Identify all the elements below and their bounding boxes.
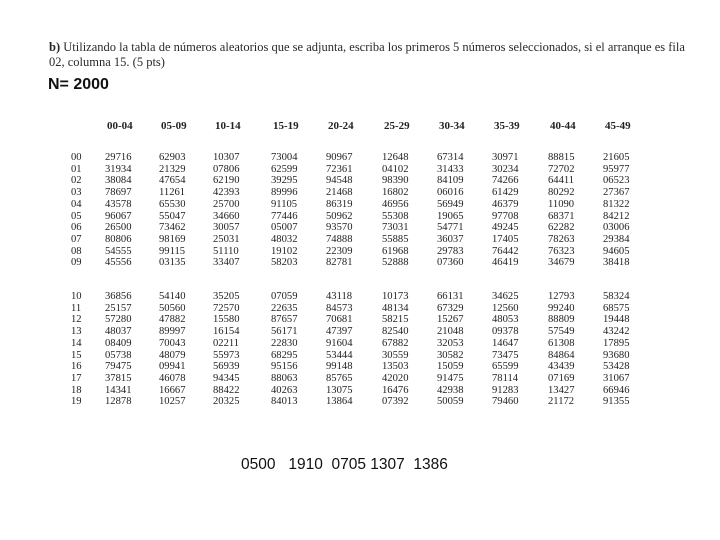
table-cell: 38418 [603,257,630,269]
table-cell: 48079 [159,349,186,361]
row-label: 06 [71,222,82,234]
table-cell: 76323 [548,245,575,257]
table-cell: 38084 [105,175,132,187]
table-cell: 30971 [492,152,519,163]
table-cell: 13503 [382,361,409,373]
table-cell: 29783 [437,245,464,257]
table-cell: 42938 [437,384,464,396]
column-header: 15-19 [273,120,299,132]
table-cell: 98390 [382,175,409,187]
column-header: 30-34 [439,120,465,132]
question-body: Utilizando la tabla de números aleatorios que se adjunta, escriba los primeros 5 números seleccionados, si el arranque es fila 02, columna 15. (5 pts) [49,40,685,69]
table-cell: 31067 [603,372,630,384]
table-cell: 65599 [492,361,519,373]
table-cell: 66131 [437,291,464,302]
table-cell: 65530 [159,198,186,210]
table-cell: 54140 [159,291,186,302]
table-cell: 50059 [437,396,464,408]
table-cell: 56171 [271,326,298,338]
table-cell: 57280 [105,314,132,326]
table-cell: 46379 [492,198,519,210]
row-label: 05 [71,210,82,222]
table-cell: 54771 [437,222,464,234]
table-cell: 51110 [213,245,239,257]
column-header: 40-44 [550,120,576,132]
table-cell: 72570 [213,302,240,314]
table-cell: 16667 [159,384,186,396]
table-cell: 12560 [492,302,519,314]
table-cell: 95977 [603,163,630,175]
table-cell: 34625 [492,291,519,302]
column-header: 35-39 [494,120,520,132]
row-label: 11 [71,302,82,314]
table-cell: 33407 [213,257,240,269]
table-cell: 30559 [382,349,409,361]
table-cell: 43118 [326,291,353,302]
table-cell: 72702 [548,163,575,175]
table-cell: 29384 [603,233,630,245]
table-cell: 13427 [548,384,575,396]
row-label: 09 [71,257,82,269]
table-cell: 14647 [492,337,519,349]
table-cell: 87657 [271,314,298,326]
table-cell: 37815 [105,372,132,384]
table-cell: 61308 [548,337,575,349]
table-cell: 68295 [271,349,298,361]
table-cell: 14341 [105,384,132,396]
table-cell: 99115 [159,245,186,257]
table-cell: 90967 [326,152,353,163]
table-cell: 47397 [326,326,353,338]
table-cell: 11261 [159,187,186,199]
row-label: 12 [71,314,82,326]
table-cell: 42020 [382,372,409,384]
row-label: 10 [71,291,82,302]
table-cell: 67882 [382,337,409,349]
table-cell: 09941 [159,361,186,373]
table-cell: 36856 [105,291,132,302]
table-cell: 96067 [105,210,132,222]
table-cell: 53444 [326,349,353,361]
table-cell: 12648 [382,152,409,163]
table-cell: 10307 [213,152,240,163]
column-header: 20-24 [328,120,354,132]
table-cell: 48053 [492,314,519,326]
table-cell: 35205 [213,291,240,302]
table-cell: 32053 [437,337,464,349]
table-cell: 56949 [437,198,464,210]
table-cell: 16154 [213,326,240,338]
row-label: 00 [71,152,82,163]
table-cell: 91604 [326,337,353,349]
table-cell: 82540 [382,326,409,338]
table-cell: 02211 [213,337,240,349]
table-cell: 46078 [159,372,186,384]
table-cell: 43439 [548,361,575,373]
table-cell: 80292 [548,187,575,199]
table-cell: 55973 [213,349,240,361]
table-cell: 15580 [213,314,240,326]
table-cell: 21605 [603,152,630,163]
table-cell: 27367 [603,187,630,199]
table-cell: 15059 [437,361,464,373]
table-cell: 62599 [271,163,298,175]
row-label: 14 [71,337,82,349]
table-cell: 78697 [105,187,132,199]
row-label: 08 [71,245,82,257]
table-cell: 20325 [213,396,240,408]
table-cell: 62903 [159,152,186,163]
table-cell: 88063 [271,372,298,384]
table-cell: 55308 [382,210,409,222]
table-cell: 55885 [382,233,409,245]
table-cell: 13864 [326,396,353,408]
table-cell: 45556 [105,257,132,269]
table-cell: 05007 [271,222,298,234]
table-cell: 47654 [159,175,186,187]
table-cell: 43242 [603,326,630,338]
column-header: 25-29 [384,120,410,132]
table-cell: 77446 [271,210,298,222]
table-cell: 48037 [105,326,132,338]
table-cell: 04102 [382,163,409,175]
table-cell: 94345 [213,372,240,384]
row-label: 02 [71,175,82,187]
table-cell: 46419 [492,257,519,269]
table-cell: 07806 [213,163,240,175]
table-cell: 07059 [271,291,298,302]
table-cell: 49245 [492,222,519,234]
table-cell: 93570 [326,222,353,234]
table-cell: 88422 [213,384,240,396]
table-cell: 93680 [603,349,630,361]
table-cell: 17895 [603,337,630,349]
table-cell: 61429 [492,187,519,199]
table-cell: 72361 [326,163,353,175]
answer-text: 0500 1910 0705 1307 1386 [241,456,448,473]
table-cell: 53428 [603,361,630,373]
table-cell: 97708 [492,210,519,222]
table-cell: 48134 [382,302,409,314]
table-cell: 31934 [105,163,132,175]
table-cell: 26500 [105,222,132,234]
table-cell: 13075 [326,384,353,396]
column-header: 10-14 [215,120,241,132]
table-cell: 09378 [492,326,519,338]
table-cell: 84013 [271,396,298,408]
table-cell: 43578 [105,198,132,210]
table-cell: 58324 [603,291,630,302]
table-cell: 78263 [548,233,575,245]
table-cell: 67314 [437,152,464,163]
table-cell: 50962 [326,210,353,222]
table-cell: 57549 [548,326,575,338]
row-label: 03 [71,187,82,199]
row-label: 16 [71,361,82,373]
table-cell: 40263 [271,384,298,396]
table-cell: 78114 [492,372,519,384]
table-cell: 06016 [437,187,464,199]
table-cell: 34660 [213,210,240,222]
table-cell: 31433 [437,163,464,175]
table-cell: 56939 [213,361,240,373]
row-label: 17 [71,372,82,384]
table-cell: 70043 [159,337,186,349]
table-cell: 88809 [548,314,575,326]
table-cell: 99240 [548,302,575,314]
table-cell: 84573 [326,302,353,314]
table-cell: 22830 [271,337,298,349]
table-cell: 21172 [548,396,575,408]
table-cell: 58215 [382,314,409,326]
column-header: 00-04 [107,120,133,132]
table-cell: 52888 [382,257,409,269]
table-cell: 79475 [105,361,132,373]
table-cell: 46956 [382,198,409,210]
table-cell: 73462 [159,222,186,234]
table-cell: 84212 [603,210,630,222]
table-cell: 19102 [271,245,298,257]
table-cell: 82781 [326,257,353,269]
table-cell: 06523 [603,175,630,187]
table-cell: 62190 [213,175,240,187]
table-cell: 80806 [105,233,132,245]
column-header: 05-09 [161,120,187,132]
table-cell: 91283 [492,384,519,396]
table-cell: 07169 [548,372,575,384]
table-cell: 95156 [271,361,298,373]
table-cell: 73004 [271,152,298,163]
table-cell: 79460 [492,396,519,408]
table-cell: 10173 [382,291,409,302]
table-cell: 10257 [159,396,186,408]
table-cell: 30234 [492,163,519,175]
table-cell: 12878 [105,396,132,408]
table-cell: 48032 [271,233,298,245]
table-cell: 16802 [382,187,409,199]
table-cell: 07392 [382,396,409,408]
row-label: 18 [71,384,82,396]
table-cell: 67329 [437,302,464,314]
table-cell: 08409 [105,337,132,349]
table-cell: 03135 [159,257,186,269]
question-text [49,40,689,70]
row-label: 13 [71,326,82,338]
table-cell: 47882 [159,314,186,326]
table-cell: 39295 [271,175,298,187]
table-cell: 94605 [603,245,630,257]
column-header: 45-49 [605,120,631,132]
population-label: N= 2000 [48,76,109,93]
table-cell: 66946 [603,384,630,396]
table-cell: 89996 [271,187,298,199]
row-label: 19 [71,396,82,408]
table-cell: 21468 [326,187,353,199]
table-cell: 11090 [548,198,575,210]
table-cell: 98169 [159,233,186,245]
row-label: 01 [71,163,82,175]
row-label: 07 [71,233,82,245]
table-cell: 74888 [326,233,353,245]
table-cell: 21048 [437,326,464,338]
table-cell: 22635 [271,302,298,314]
table-cell: 84109 [437,175,464,187]
table-cell: 21329 [159,163,186,175]
table-cell: 19448 [603,314,630,326]
table-cell: 68575 [603,302,630,314]
table-cell: 30057 [213,222,240,234]
table-cell: 54555 [105,245,132,257]
table-cell: 42393 [213,187,240,199]
table-cell: 73475 [492,349,519,361]
table-cell: 91105 [271,198,298,210]
table-cell: 84864 [548,349,575,361]
table-cell: 81322 [603,198,630,210]
table-cell: 73031 [382,222,409,234]
table-cell: 94548 [326,175,353,187]
table-cell: 88815 [548,152,575,163]
table-cell: 89997 [159,326,186,338]
table-cell: 25700 [213,198,240,210]
table-cell: 07360 [437,257,464,269]
table-cell: 30582 [437,349,464,361]
table-cell: 91475 [437,372,464,384]
table-cell: 85765 [326,372,353,384]
table-cell: 25031 [213,233,240,245]
row-label: 04 [71,198,82,210]
table-cell: 99148 [326,361,353,373]
table-cell: 19065 [437,210,464,222]
table-cell: 64411 [548,175,575,187]
table-cell: 25157 [105,302,132,314]
table-cell: 58203 [271,257,298,269]
table-cell: 17405 [492,233,519,245]
table-cell: 34679 [548,257,575,269]
table-cell: 29716 [105,152,132,163]
table-cell: 03006 [603,222,630,234]
question-prefix: b) [49,40,61,54]
row-label: 15 [71,349,82,361]
table-cell: 55047 [159,210,186,222]
table-cell: 61968 [382,245,409,257]
table-cell: 91355 [603,396,630,408]
table-cell: 76442 [492,245,519,257]
table-cell: 22309 [326,245,353,257]
table-cell: 70681 [326,314,353,326]
table-cell: 15267 [437,314,464,326]
table-cell: 16476 [382,384,409,396]
table-cell: 36037 [437,233,464,245]
table-cell: 86319 [326,198,353,210]
table-cell: 50560 [159,302,186,314]
table-cell: 05738 [105,349,132,361]
table-cell: 68371 [548,210,575,222]
table-cell: 74266 [492,175,519,187]
table-cell: 12793 [548,291,575,302]
table-cell: 62282 [548,222,575,234]
